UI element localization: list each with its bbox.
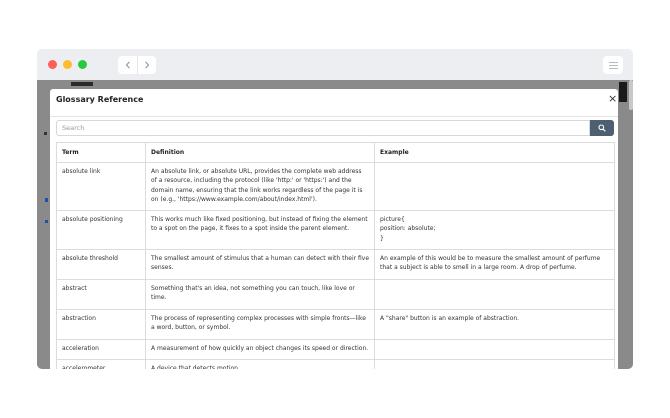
background-logo — [71, 82, 93, 86]
column-header-definition: Definition — [146, 143, 375, 163]
search-input[interactable] — [56, 120, 590, 136]
term-cell: accelerometer — [57, 359, 146, 369]
close-icon[interactable]: × — [608, 92, 618, 105]
example-cell — [375, 210, 615, 249]
background-element — [44, 132, 47, 135]
table-header-row — [57, 143, 615, 163]
minimize-window-button[interactable] — [63, 60, 72, 69]
example-cell — [375, 279, 615, 309]
term-cell: acceleration — [57, 339, 146, 359]
definition-cell: The smallest amount of stimulus that a human can detect with their five senses. — [146, 249, 375, 279]
definition-cell: An absolute link, or absolute URL, provides the complete web address of a resource, including the protocol (like 'http:' or 'https:') and the domain name, ensuring that the link works regardless of the page it is on (e.g., 'https://www.example.com/about/index.html'). — [146, 162, 375, 210]
forward-button[interactable] — [137, 56, 156, 74]
table-row — [57, 279, 615, 309]
search-button[interactable] — [590, 120, 614, 136]
definition-cell: A device that detects motion. — [146, 359, 375, 369]
example-cell: An example of this would be to measure the smallest amount of perfume that a subject is able to smell in a large room. A drop of perfume. — [375, 249, 615, 279]
example-cell — [375, 162, 615, 210]
term-cell: absolute positioning — [57, 210, 146, 249]
table-row — [57, 210, 615, 249]
background-element — [619, 82, 627, 102]
menu-button[interactable] — [603, 56, 623, 74]
table-row — [57, 249, 615, 279]
table-row — [57, 309, 615, 339]
background-element — [45, 220, 48, 223]
definition-cell: This works much like fixed positioning, but instead of fixing the element to a spot on the page, it fixes to a spot inside the parent element. — [146, 210, 375, 249]
term-cell: absolute link — [57, 162, 146, 210]
term-cell: abstract — [57, 279, 146, 309]
hamburger-icon — [609, 62, 618, 69]
column-header-example: Example — [375, 143, 615, 163]
definition-cell: The process of representing complex processes with simple fronts—like a word, button, or symbol. — [146, 309, 375, 339]
close-window-button[interactable] — [48, 60, 57, 69]
browser-window — [37, 49, 633, 369]
term-cell: abstraction — [57, 309, 146, 339]
glossary-modal — [50, 89, 618, 369]
table-row — [57, 339, 615, 359]
column-header-term: Term — [57, 143, 146, 163]
page-content — [37, 80, 633, 369]
glossary-table — [56, 142, 615, 369]
search-icon — [598, 124, 606, 132]
example-cell — [375, 359, 615, 369]
browser-toolbar — [37, 49, 633, 80]
maximize-window-button[interactable] — [78, 60, 87, 69]
table-row — [57, 162, 615, 210]
modal-title: Glossary Reference — [56, 95, 144, 104]
definition-cell: A measurement of how quickly an object changes its speed or direction. — [146, 339, 375, 359]
example-cell — [375, 339, 615, 359]
example-cell: A "share" button is an example of abstraction. — [375, 309, 615, 339]
divider — [50, 116, 618, 117]
chevron-left-icon — [125, 61, 131, 69]
back-button[interactable] — [118, 56, 137, 74]
term-cell: absolute threshold — [57, 249, 146, 279]
example-line: position: absolute; — [380, 225, 436, 232]
example-line: picture{ — [380, 215, 405, 223]
page-scrollbar[interactable] — [629, 80, 633, 110]
example-line: } — [380, 234, 384, 242]
background-element — [45, 198, 48, 202]
definition-cell: Something that's an idea, not something you can touch, like love or time. — [146, 279, 375, 309]
table-row — [57, 359, 615, 369]
chevron-right-icon — [144, 61, 150, 69]
